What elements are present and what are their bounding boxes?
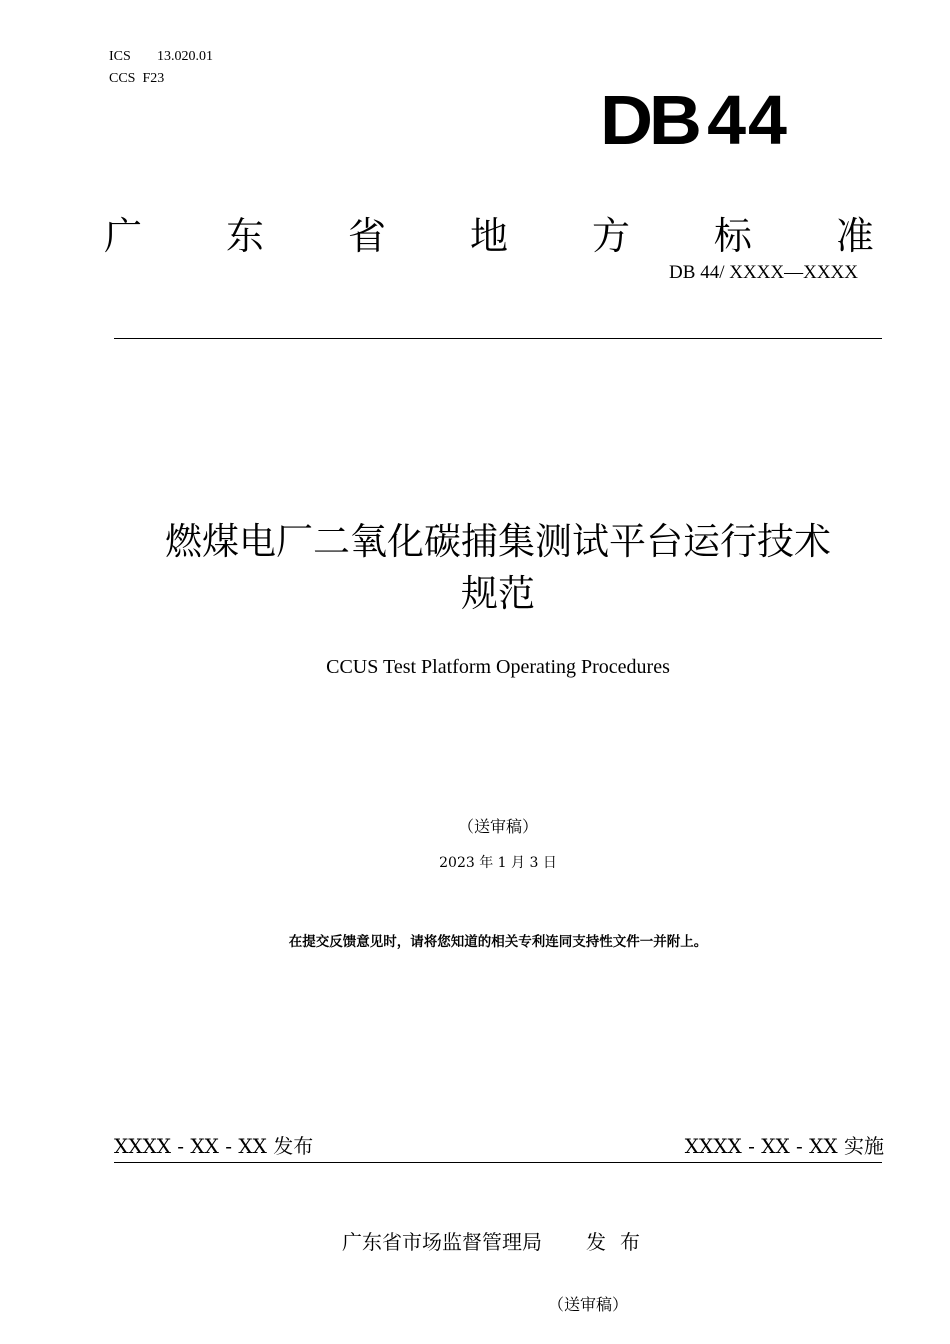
footer-draft-status: （送审稿） [548, 1295, 629, 1314]
standard-number: DB 44/ XXXX—XXXX [669, 262, 858, 283]
title-line-1: 燃煤电厂二氧化碳捕集测试平台运行技术 [165, 520, 831, 563]
ccs-label: CCS [109, 71, 136, 86]
implement-date: XXXX - XX - XX 实施 [684, 1134, 884, 1158]
classification-codes [109, 46, 213, 90]
standard-type-char: 方 [591, 214, 630, 258]
title-line-2: 规范 [461, 572, 535, 615]
ics-label: ICS [109, 49, 131, 64]
logo-number: 44 [707, 81, 789, 159]
english-title: CCUS Test Platform Operating Procedures [326, 656, 670, 678]
standard-type-char: 东 [225, 214, 264, 258]
standard-type-title [104, 212, 874, 260]
document-title [100, 516, 896, 620]
standard-type-char: 准 [835, 214, 874, 258]
standard-type-char: 地 [469, 214, 508, 258]
issuer-line [100, 1226, 896, 1255]
top-divider [114, 338, 882, 339]
standard-type-char: 省 [347, 214, 386, 258]
ccs-value: F23 [142, 71, 165, 86]
ics-value: 13.020.01 [157, 49, 213, 64]
issuer-action: 发布 [586, 1230, 654, 1254]
issuer-name: 广东省市场监督管理局 [342, 1230, 542, 1254]
release-date: XXXX - XX - XX 发布 [114, 1134, 314, 1158]
ccs-row [109, 68, 213, 90]
standard-type-char: 标 [713, 214, 752, 258]
patent-notice: 在提交反馈意见时，请将您知道的相关专利连同支持性文件一并附上。 [288, 934, 708, 950]
draft-status: （送审稿） [457, 817, 538, 836]
logo-letters: DB [600, 81, 698, 159]
release-dates-row [114, 1132, 884, 1160]
ics-row [109, 46, 213, 68]
draft-date: 2023 年 1 月 3 日 [439, 855, 557, 871]
db44-logo [600, 81, 789, 159]
standard-type-char: 广 [104, 214, 143, 258]
bottom-divider [114, 1162, 882, 1163]
